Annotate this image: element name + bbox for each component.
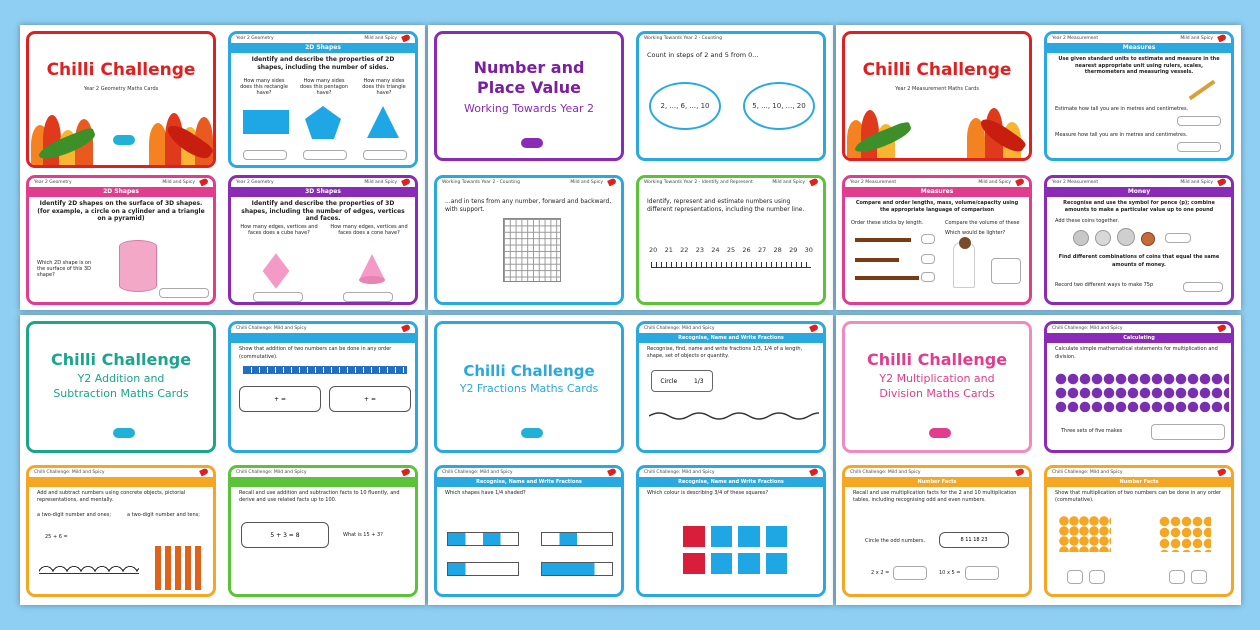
- number-line-labels: [649, 246, 813, 254]
- number-line-jumps: [39, 560, 139, 574]
- card-text: Which shapes have 1/4 shaded?: [445, 490, 526, 496]
- card-subtitle: Y2 Fractions Maths Cards: [459, 382, 599, 395]
- chilli-icon: [199, 178, 209, 187]
- flames-illustration: [29, 110, 213, 165]
- card-title: Chilli Challenge: [866, 350, 1008, 369]
- equation: 25 + 6 =: [45, 534, 68, 540]
- card-band: Recognise, Name and Write Fractions: [437, 477, 621, 487]
- card-topline: Chilli Challenge: Mild and Spicy: [1052, 326, 1123, 331]
- number-line-label: 25: [726, 246, 736, 254]
- card-subtitle-line1: Y2 Multiplication and: [879, 372, 995, 385]
- square-grid: [683, 526, 787, 574]
- card-topline: Year 2 Geometry: [34, 180, 72, 185]
- card-number-facts-b[interactable]: [1044, 465, 1234, 597]
- card-subtitle-line2: Division Maths Cards: [879, 387, 995, 400]
- card-add-facts[interactable]: [228, 465, 418, 597]
- card-title-line2: Place Value: [477, 78, 581, 97]
- card-band: Number Facts: [845, 477, 1029, 487]
- cylinder-shape: [119, 240, 157, 292]
- card-identify-represent[interactable]: [636, 175, 826, 305]
- card-topline: Working Towards Year 2 - Counting: [442, 180, 520, 185]
- circle-fraction-box: [651, 370, 713, 392]
- card-text: Identify and describe the properties of 2D shapes, including the number of sides.: [251, 56, 395, 71]
- card-text: Add and subtract numbers using concrete objects, pictorial representations, and mentally.: [37, 490, 186, 503]
- dot-groups: [1055, 372, 1229, 412]
- chilli-icon: [1217, 324, 1227, 333]
- card-topline: Working Towards Year 2 - Counting: [644, 36, 722, 41]
- coin-3: [1117, 228, 1135, 246]
- fraction-bar-4: [541, 562, 613, 576]
- card-geometry-cover[interactable]: [26, 31, 216, 168]
- card-band: Money: [1047, 187, 1231, 197]
- answer-box-1[interactable]: [253, 292, 303, 302]
- chilli-icon: [401, 178, 411, 187]
- card-text: ...and in tens from any number, forward and backward, with support.: [445, 198, 612, 213]
- card-topline: Year 2 Geometry: [236, 36, 274, 41]
- card-counting-steps[interactable]: [636, 31, 826, 161]
- circle-label: Circle: [660, 377, 678, 385]
- triangle-shape: [365, 104, 401, 140]
- card-tag: Mild and Spicy: [570, 180, 603, 185]
- answer-box-1[interactable]: [243, 150, 287, 160]
- answer-box[interactable]: [159, 288, 209, 298]
- card-calculating[interactable]: [1044, 321, 1234, 453]
- card-band: 2D Shapes: [231, 43, 415, 53]
- sheet-fractions: [428, 315, 833, 605]
- card-subtitle: Working Towards Year 2: [463, 102, 594, 115]
- card-text: Identify and describe the properties of 3D shapes, including the number of edges, vertices and faces.: [241, 200, 405, 222]
- card-add-commutative[interactable]: [228, 321, 418, 453]
- card-text: Recall and use multiplication facts for the 2 and 10 multiplication tables, including recognising odd and even numbers.: [853, 490, 1017, 503]
- card-money[interactable]: [1044, 175, 1234, 305]
- card-topline: Year 2 Measurement: [1052, 180, 1099, 185]
- flames-illustration: [845, 106, 1029, 158]
- card-topline: Chilli Challenge: Mild and Spicy: [644, 470, 715, 475]
- chilli-icon: [1217, 178, 1227, 187]
- card-band: [29, 477, 213, 487]
- card-frac-shaded[interactable]: [434, 465, 624, 597]
- answer-box[interactable]: [1151, 424, 1225, 440]
- card-measurement-cover[interactable]: [842, 31, 1032, 161]
- answer-box-2[interactable]: [965, 566, 999, 580]
- card-text: Compare and order lengths, mass, volume/capacity using the appropriate language of comparison: [855, 200, 1019, 213]
- number-line-label: 28: [773, 246, 782, 254]
- scientist-illustration: [953, 242, 975, 288]
- card-tag: Mild and Spicy: [772, 180, 805, 185]
- card-title: Chilli Challenge: [862, 60, 1012, 80]
- card-topline: Chilli Challenge: Mild and Spicy: [34, 470, 105, 475]
- card-topline: Year 2 Measurement: [850, 180, 897, 185]
- equation-1: + =: [274, 395, 286, 403]
- card-subtitle-line2: Subtraction Maths Cards: [53, 387, 189, 400]
- card-text: Use given standard units to estimate and measure in the nearest appropriate unit using rulers, scales, thermometers and measuring vessels.: [1058, 56, 1220, 75]
- pencil-icon: [1189, 80, 1216, 100]
- cube-shape: [263, 253, 290, 288]
- speech-bubble-2: 5, ..., 10, ..., 20: [743, 82, 815, 130]
- card-text: Identify, represent and estimate numbers using different representations, including the number line.: [647, 198, 805, 213]
- chilli-icon: [1217, 34, 1227, 43]
- card-fractions-cover[interactable]: [434, 321, 624, 453]
- card-text: Count in steps of 2 and 5 from 0...: [647, 51, 759, 59]
- number-line: [651, 262, 811, 268]
- rectangle-shape: [243, 110, 289, 134]
- chilli-icon: [401, 34, 411, 43]
- chilli-icon: [401, 324, 411, 333]
- answer-box-2[interactable]: [303, 150, 347, 160]
- card-2d-shapes-sides[interactable]: [228, 31, 418, 168]
- chilli-icon: [607, 178, 617, 187]
- card-2d-on-3d[interactable]: [26, 175, 216, 305]
- card-frac-colour[interactable]: [636, 465, 826, 597]
- sheet-place-value: [428, 25, 833, 310]
- card-band: Measures: [845, 187, 1029, 197]
- answer-box-2[interactable]: [921, 254, 935, 264]
- stick-2: [855, 258, 899, 262]
- card-text: Identify 2D shapes on the surface of 3D shapes. (for example, a circle on a cylinder and a triangle on a pyramid): [37, 200, 205, 222]
- question: Three sets of five makes: [1061, 428, 1123, 434]
- card-topline: Year 2 Measurement: [1052, 36, 1099, 41]
- pentagon-shape: [303, 104, 343, 140]
- twinkl-logo: [521, 428, 543, 438]
- fraction-bar-2: [541, 532, 613, 546]
- equation-2: 10 x 5 =: [939, 570, 961, 576]
- sheet-measurement: [836, 25, 1241, 310]
- stick-3: [855, 276, 919, 280]
- card-multiplication-cover[interactable]: [842, 321, 1032, 453]
- card-subtitle: Year 2 Measurement Maths Cards: [895, 86, 979, 92]
- card-tag: Mild and Spicy: [978, 180, 1011, 185]
- equation-2: + =: [364, 395, 376, 403]
- card-place-value-cover[interactable]: [434, 31, 624, 161]
- card-subtitle: Year 2 Geometry Maths Cards: [83, 86, 159, 92]
- card-band: Measures: [1047, 43, 1231, 53]
- card-tag: Mild and Spicy: [364, 36, 397, 41]
- card-text: Recognise and use the symbol for pence (p); combine amounts to make a particular value up to one pound: [1063, 200, 1215, 213]
- cone-shape: [357, 252, 387, 286]
- card-tag: Mild and Spicy: [162, 180, 195, 185]
- question-2: Measure how tall you are in metres and centimetres.: [1055, 132, 1188, 138]
- number-sequence: 8 11 18 23: [960, 537, 988, 543]
- question-1: How many sides does this rectangle have?: [240, 78, 288, 96]
- answer-box-1[interactable]: [921, 234, 935, 244]
- equation-2: What is 15 + 3?: [343, 532, 383, 538]
- question-2: Find different combinations of coins that equal the same amounts of money.: [1058, 254, 1220, 268]
- card-title: Chilli Challenge: [463, 362, 595, 380]
- counter-array-1: [1059, 516, 1111, 552]
- sheet-addition: [20, 315, 425, 605]
- card-band: 2D Shapes: [29, 187, 213, 197]
- base-ten-blocks: [155, 546, 203, 590]
- stick-1: [855, 238, 911, 242]
- hundred-square: [503, 218, 561, 282]
- number-line-label: 21: [664, 246, 673, 254]
- card-band: [231, 477, 415, 487]
- card-tag: Mild and Spicy: [364, 180, 397, 185]
- chilli-icon: [1015, 178, 1025, 187]
- equation-1: 2 x 2 =: [871, 570, 890, 576]
- card-subtitle-line1: Y2 Addition and: [77, 372, 165, 385]
- answer-box-4[interactable]: [991, 258, 1021, 284]
- speech-bubble-1: 2, ..., 6, ..., 10: [649, 82, 721, 130]
- answer-box-3[interactable]: [363, 150, 407, 160]
- question-3: Which would be lighter?: [945, 230, 1006, 236]
- card-add-objects[interactable]: [26, 465, 216, 597]
- twinkl-logo: [929, 428, 951, 438]
- card-frac-recognise[interactable]: [636, 321, 826, 453]
- chilli-icon: [1015, 468, 1025, 477]
- wavy-line: [649, 410, 819, 422]
- answer-box-2[interactable]: [343, 292, 393, 302]
- question-1: Estimate how tall you are in metres and centimetres.: [1055, 106, 1189, 112]
- coin-1: [1073, 230, 1089, 246]
- card-band: Number Facts: [1047, 477, 1231, 487]
- card-text: Show that addition of two numbers can be done in any order (commutative).: [239, 346, 392, 360]
- fraction-bar-1: [447, 532, 519, 546]
- twinkl-logo: [113, 135, 135, 145]
- twinkl-logo: [113, 428, 135, 438]
- number-line-label: 23: [695, 246, 704, 254]
- card-band: [231, 333, 415, 343]
- number-line-label: 27: [757, 246, 767, 254]
- card-topline: Chilli Challenge: Mild and Spicy: [644, 326, 715, 331]
- card-text: Which colour is describing 3/4 of these squares?: [647, 490, 769, 496]
- card-text: Show that multiplication of two numbers can be done in any order (commutative).: [1055, 490, 1222, 503]
- card-band: Calculating: [1047, 333, 1231, 343]
- chilli-icon: [401, 468, 411, 477]
- question-2: How many sides does this pentagon have?: [299, 78, 349, 96]
- answer-box-1[interactable]: [1177, 116, 1221, 126]
- question-2: How many edges, vertices and faces does a cone have?: [330, 224, 408, 236]
- card-band: Recognise, Name and Write Fractions: [639, 333, 823, 343]
- question: Which 2D shape is on the surface of this 3D shape?: [37, 260, 92, 278]
- answer-box-3[interactable]: [1169, 570, 1185, 584]
- card-band: Recognise, Name and Write Fractions: [639, 477, 823, 487]
- answer-box-1[interactable]: [1067, 570, 1083, 584]
- counting-bar: [243, 366, 407, 374]
- number-line-label: 30: [804, 246, 813, 254]
- twinkl-logo: [521, 138, 543, 148]
- question-3: Record two different ways to make 75p: [1055, 282, 1154, 288]
- equation-1: 5 + 3 = 8: [270, 531, 300, 539]
- card-measures-compare[interactable]: [842, 175, 1032, 305]
- card-tag: Mild and Spicy: [1180, 180, 1213, 185]
- answer-box-2[interactable]: [1177, 142, 1221, 152]
- question-3: How many sides does this triangle have?: [362, 78, 406, 96]
- fraction-label: 1/3: [693, 377, 704, 385]
- chilli-icon: [809, 468, 819, 477]
- card-text: Calculate simple mathematical statements for multiplication and division.: [1055, 346, 1218, 360]
- card-text: Recognise, find, name and write fractions 1/3, 1/4 of a length, shape, set of objects or quantity.: [647, 346, 803, 359]
- chilli-icon: [809, 324, 819, 333]
- chilli-icon: [199, 468, 209, 477]
- card-text: Recall and use addition and subtraction facts to 10 fluently, and derive and use related facts up to 100.: [239, 490, 400, 503]
- card-measures-estimate[interactable]: [1044, 31, 1234, 161]
- sheet-multiplication: [836, 315, 1241, 605]
- sheet-geometry: [20, 25, 425, 310]
- card-topline: Year 2 Geometry: [236, 180, 274, 185]
- question-1: Order these sticks by length.: [851, 220, 924, 226]
- answer-box-2[interactable]: [1183, 282, 1223, 292]
- card-topline: Chilli Challenge: Mild and Spicy: [442, 470, 513, 475]
- card-number-facts-a[interactable]: [842, 465, 1032, 597]
- question: Circle the odd numbers.: [865, 538, 926, 544]
- question-1: How many edges, vertices and faces does a cube have?: [240, 224, 318, 236]
- chilli-icon: [809, 178, 819, 187]
- number-sequence-box: [939, 532, 1009, 548]
- number-line-label: 24: [711, 246, 720, 254]
- card-addition-cover[interactable]: [26, 321, 216, 453]
- card-counting-tens[interactable]: [434, 175, 624, 305]
- chilli-icon: [1217, 468, 1227, 477]
- answer-box-1[interactable]: [893, 566, 927, 580]
- card-topline: Chilli Challenge: Mild and Spicy: [1052, 470, 1123, 475]
- card-topline: Chilli Challenge: Mild and Spicy: [236, 326, 307, 331]
- number-line-label: 22: [680, 246, 689, 254]
- answer-box-4[interactable]: [1191, 570, 1207, 584]
- card-3d-shapes[interactable]: [228, 175, 418, 305]
- question-2: Compare the volume of these: [945, 220, 1020, 226]
- answer-box-3[interactable]: [921, 272, 935, 282]
- card-topline: Chilli Challenge: Mild and Spicy: [236, 470, 307, 475]
- equation-box: [241, 522, 329, 548]
- question-1: Add these coins together.: [1055, 218, 1119, 224]
- chilli-icon: [607, 468, 617, 477]
- card-title: Chilli Challenge: [50, 350, 192, 369]
- bullet-1: a two-digit number and ones;: [37, 512, 112, 518]
- card-title-line1: Number and: [473, 58, 585, 77]
- coin-4: [1141, 232, 1155, 246]
- number-line-label: 29: [789, 246, 798, 254]
- number-line-label: 26: [742, 246, 751, 254]
- card-band: 3D Shapes: [231, 187, 415, 197]
- card-topline: Chilli Challenge: Mild and Spicy: [850, 470, 921, 475]
- answer-box-1[interactable]: [1165, 233, 1191, 243]
- bullet-2: a two-digit number and tens;: [127, 512, 200, 518]
- counter-array-2: [1159, 516, 1211, 552]
- coin-2: [1095, 230, 1111, 246]
- card-title: Chilli Challenge: [46, 60, 196, 80]
- fraction-bar-3: [447, 562, 519, 576]
- card-tag: Mild and Spicy: [1180, 36, 1213, 41]
- equation-box-2: [329, 386, 411, 412]
- answer-box-2[interactable]: [1089, 570, 1105, 584]
- card-topline: Working Towards Year 2 - Identify and Represent: [644, 180, 753, 185]
- number-line-label: 20: [649, 246, 658, 254]
- equation-box-1: [239, 386, 321, 412]
